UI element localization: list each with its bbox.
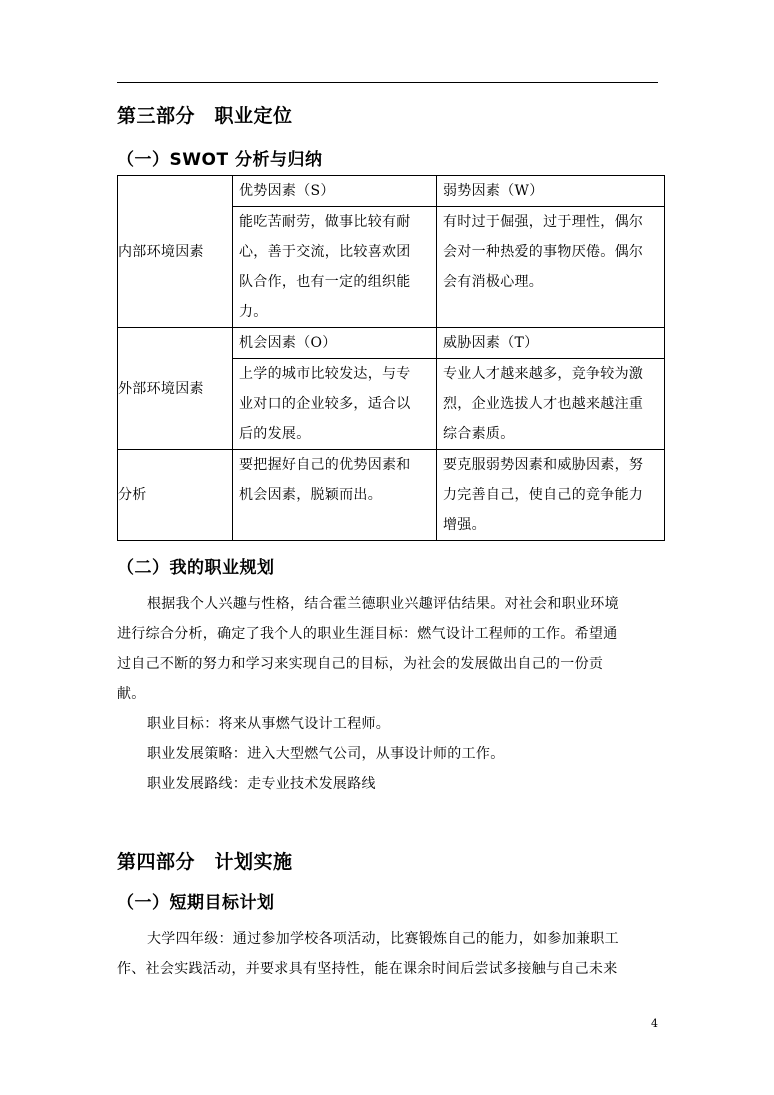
- external-label: 外部环境因素: [118, 328, 233, 450]
- short-term-heading: （一）短期目标计划: [117, 893, 275, 913]
- analysis-left-line: 机会因素，脱颖而出。: [239, 487, 382, 503]
- weaknesses-header: 弱势因素（W）: [437, 176, 665, 207]
- swot-table: [117, 175, 665, 541]
- short-term-line: 作、社会实践活动，并要求具有坚持性，能在课余时间后尝试多接触与自己未来: [117, 961, 618, 977]
- threats-line: 综合素质。: [443, 426, 515, 442]
- strengths-line: 队合作，也有一定的组织能: [239, 274, 411, 290]
- threats-cell: [437, 359, 665, 450]
- analysis-left-cell: [233, 450, 437, 541]
- part4-title: 第四部分 计划实施: [117, 851, 293, 873]
- weaknesses-cell: [437, 207, 665, 328]
- threats-line: 烈，企业选拔人才也越来越注重: [443, 396, 644, 412]
- threats-header: 威胁因素（T）: [437, 328, 665, 359]
- strengths-line: 心，善于交流，比较喜欢团: [239, 244, 411, 260]
- strengths-cell: [233, 207, 437, 328]
- plan-paragraph-line: 根据我个人兴趣与性格，结合霍兰德职业兴趣评估结果。对社会和职业环境: [147, 596, 619, 612]
- weaknesses-line: 会对一种热爱的事物厌倦。偶尔: [443, 244, 644, 260]
- analysis-left-line: 要把握好自己的优势因素和: [239, 457, 411, 473]
- internal-label: 内部环境因素: [118, 176, 233, 328]
- page-number: 4: [651, 1017, 658, 1030]
- strengths-header: 优势因素（S）: [233, 176, 437, 207]
- career-strategy: 职业发展策略：进入大型燃气公司，从事设计师的工作。: [147, 746, 505, 762]
- analysis-right-line: 增强。: [443, 517, 486, 533]
- short-term-line: 大学四年级：通过参加学校各项活动，比赛锻炼自己的能力，如参加兼职工: [147, 931, 619, 947]
- plan-heading: （二）我的职业规划: [117, 558, 275, 578]
- analysis-right-line: 力完善自己，使自己的竞争能力: [443, 487, 644, 503]
- opportunities-line: 后的发展。: [239, 426, 311, 442]
- opportunities-line: 业对口的企业较多，适合以: [239, 396, 411, 412]
- opportunities-cell: [233, 359, 437, 450]
- plan-paragraph-line: 过自己不断的努力和学习来实现自己的目标，为社会的发展做出自己的一份贡: [117, 656, 604, 672]
- career-goal: 职业目标：将来从事燃气设计工程师。: [147, 716, 391, 732]
- plan-paragraph-line: 献。: [117, 686, 146, 702]
- analysis-label: 分析: [118, 450, 233, 541]
- opportunities-header: 机会因素（O）: [233, 328, 437, 359]
- threats-line: 专业人才越来越多，竞争较为激: [443, 366, 644, 382]
- weaknesses-line: 有时过于倔强，过于理性，偶尔: [443, 214, 644, 230]
- strengths-line: 力。: [239, 304, 268, 320]
- analysis-right-line: 要克服弱势因素和威胁因素，努: [443, 457, 644, 473]
- opportunities-line: 上学的城市比较发达，与专: [239, 366, 411, 382]
- career-path: 职业发展路线：走专业技术发展路线: [147, 776, 376, 792]
- analysis-right-cell: [437, 450, 665, 541]
- header-rule: [117, 82, 658, 83]
- part3-title: 第三部分 职业定位: [117, 105, 293, 127]
- strengths-line: 能吃苦耐劳，做事比较有耐: [239, 214, 411, 230]
- swot-heading: （一）SWOT 分析与归纳: [117, 150, 323, 170]
- weaknesses-line: 会有消极心理。: [443, 274, 544, 290]
- plan-paragraph-line: 进行综合分析，确定了我个人的职业生涯目标：燃气设计工程师的工作。希望通: [117, 626, 618, 642]
